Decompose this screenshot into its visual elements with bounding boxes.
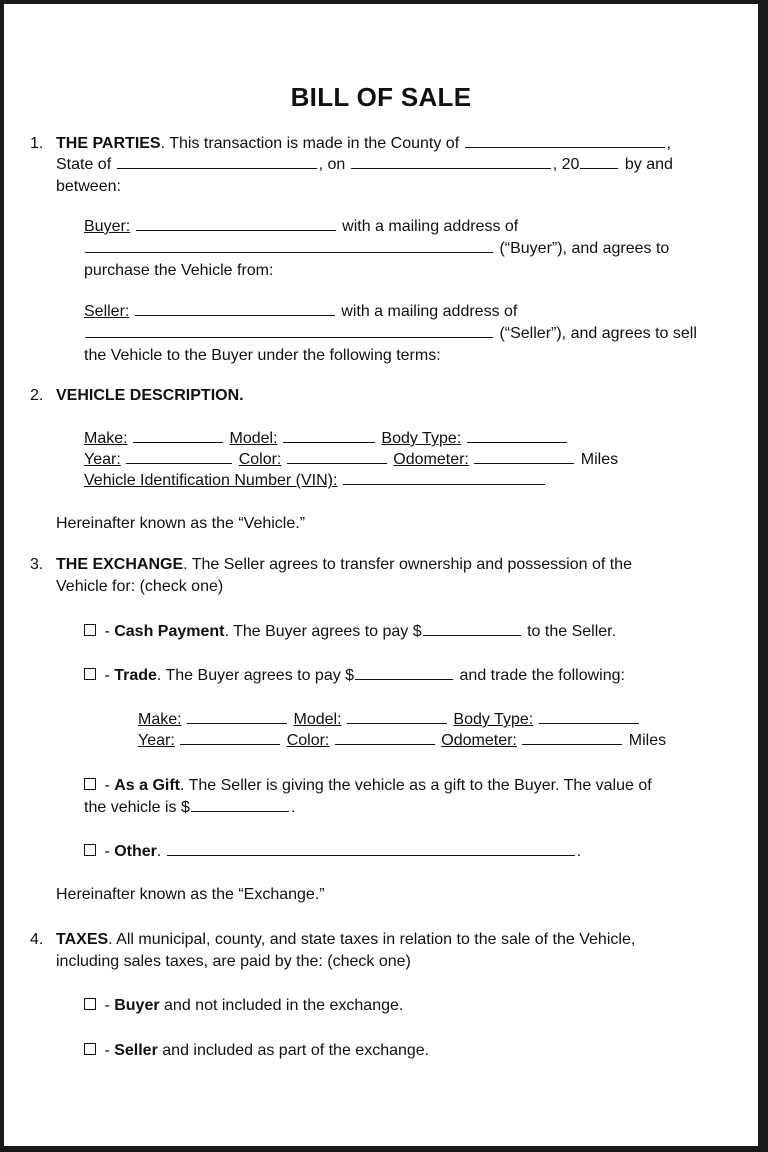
parties-text: . This transaction is made in the County of <box>160 135 460 152</box>
taxes-seller-label: Seller <box>114 1042 158 1059</box>
date-field[interactable] <box>351 167 551 169</box>
model-field[interactable] <box>347 722 447 724</box>
county-field[interactable] <box>465 146 665 148</box>
year-label: Year: <box>84 451 121 468</box>
body-type-field[interactable] <box>539 722 639 724</box>
state-label: State of <box>56 156 112 173</box>
year-field[interactable] <box>126 462 232 464</box>
trade-amount-field[interactable] <box>355 678 453 680</box>
year-field[interactable] <box>580 167 618 169</box>
body-type-label: Body Type: <box>453 711 534 728</box>
checkbox[interactable] <box>84 998 96 1010</box>
taxes-text: . All municipal, county, and state taxes in relation to the sale of the Vehicle, <box>108 931 636 948</box>
punct: . <box>239 387 244 404</box>
taxes-seller-text: and included as part of the exchange. <box>162 1042 430 1059</box>
trade-text: . The Buyer agrees to pay $ <box>156 667 355 684</box>
taxes-buyer-option <box>84 996 403 1016</box>
color-field[interactable] <box>335 743 435 745</box>
on-label: , on <box>318 156 346 173</box>
make-field[interactable] <box>133 441 223 443</box>
body-type-label: Body Type: <box>381 430 462 447</box>
miles-text: Miles <box>580 451 619 468</box>
year-field[interactable] <box>180 743 280 745</box>
trade-end-text: and trade the following: <box>459 667 625 684</box>
checkbox[interactable] <box>84 624 96 636</box>
make-label: Make: <box>84 430 128 447</box>
buyer-close-text: (“Buyer”), and agrees to <box>499 240 670 257</box>
buyer-line-2 <box>84 239 669 259</box>
exchange-line-2: Vehicle for: (check one) <box>56 578 224 595</box>
punct: . <box>156 843 162 860</box>
cash-text: . The Buyer agrees to pay $ <box>224 623 422 640</box>
punct: . <box>576 843 582 860</box>
vehicle-vin-row <box>84 471 547 491</box>
taxes-buyer-label: Buyer <box>114 997 160 1014</box>
year-label: Year: <box>138 732 175 749</box>
gift-value-text: the vehicle is $ <box>84 799 190 816</box>
section-number: 1. <box>30 135 44 152</box>
trade-year-row <box>138 731 666 751</box>
parties-line-2 <box>56 155 673 175</box>
gift-line-2 <box>84 798 295 818</box>
section-number: 4. <box>30 931 44 948</box>
seller-address-field[interactable] <box>85 336 493 338</box>
cash-payment-option <box>84 622 616 642</box>
taxes-line-1 <box>56 930 635 950</box>
odometer-label: Odometer: <box>441 732 517 749</box>
model-label: Model: <box>293 711 342 728</box>
punct: , <box>666 135 672 152</box>
buyer-address-field[interactable] <box>85 251 493 253</box>
cash-end-text: to the Seller. <box>527 623 617 640</box>
seller-close-text: (“Seller”), and agrees to sell <box>499 325 697 342</box>
cash-amount-field[interactable] <box>423 634 521 636</box>
color-field[interactable] <box>287 462 387 464</box>
model-label: Model: <box>229 430 278 447</box>
parties-line-3: between: <box>56 178 121 195</box>
document-page <box>4 4 758 1146</box>
odometer-field[interactable] <box>522 743 622 745</box>
vehicle-year-row <box>84 450 618 470</box>
dash: - <box>100 843 115 860</box>
miles-text: Miles <box>628 732 667 749</box>
body-type-field[interactable] <box>467 441 567 443</box>
vin-label: Vehicle Identification Number (VIN): <box>84 472 338 489</box>
buyer-line-1 <box>84 217 518 237</box>
taxes-seller-option <box>84 1041 429 1061</box>
checkbox[interactable] <box>84 844 96 856</box>
other-field[interactable] <box>167 854 575 856</box>
gift-value-field[interactable] <box>191 810 289 812</box>
model-field[interactable] <box>283 441 375 443</box>
section-number: 2. <box>30 387 44 404</box>
other-option <box>84 842 581 862</box>
exchange-line-1 <box>56 555 632 575</box>
section-heading-taxes: TAXES <box>56 931 109 948</box>
buyer-name-field[interactable] <box>136 229 336 231</box>
taxes-buyer-text: and not included in the exchange. <box>164 997 404 1014</box>
gift-text: . The Seller is giving the vehicle as a gift to the Buyer. The value of <box>180 777 652 794</box>
trade-option <box>84 666 625 686</box>
odometer-field[interactable] <box>474 462 574 464</box>
buyer-line-3: purchase the Vehicle from: <box>84 262 274 279</box>
color-label: Color: <box>286 732 330 749</box>
gift-label: As a Gift <box>114 777 181 794</box>
trade-label: Trade <box>114 667 157 684</box>
dash: - <box>100 997 115 1014</box>
seller-line-2 <box>84 324 697 344</box>
mailing-text: with a mailing address of <box>342 218 519 235</box>
dash: - <box>100 667 115 684</box>
vin-field[interactable] <box>343 483 545 485</box>
make-field[interactable] <box>187 722 287 724</box>
seller-label: Seller: <box>84 303 130 320</box>
year-prefix-label: , 20 <box>552 156 580 173</box>
checkbox[interactable] <box>84 1043 96 1055</box>
vehicle-make-row <box>84 429 569 449</box>
by-and-text: by and <box>624 156 673 173</box>
dash: - <box>100 777 115 794</box>
seller-line-3: the Vehicle to the Buyer under the following terms: <box>84 347 441 364</box>
seller-name-field[interactable] <box>135 314 335 316</box>
section-heading-parties: THE PARTIES <box>56 135 161 152</box>
exchange-text: . The Seller agrees to transfer ownership and possession of the <box>183 556 632 573</box>
color-label: Color: <box>238 451 282 468</box>
checkbox[interactable] <box>84 778 96 790</box>
dash: - <box>100 623 115 640</box>
cash-payment-label: Cash Payment <box>114 623 225 640</box>
vehicle-known-line: Hereinafter known as the “Vehicle.” <box>56 515 306 532</box>
seller-line-1 <box>84 302 517 322</box>
mailing-text: with a mailing address of <box>341 303 518 320</box>
parties-line-1 <box>56 134 671 154</box>
trade-make-row <box>138 710 641 730</box>
other-label: Other <box>114 843 157 860</box>
vehicle-heading-line <box>56 386 244 406</box>
dash: - <box>100 1042 115 1059</box>
taxes-line-2: including sales taxes, are paid by the: (check one) <box>56 953 411 970</box>
odometer-label: Odometer: <box>393 451 469 468</box>
document-title: BILL OF SALE <box>290 82 472 112</box>
punct: . <box>290 799 296 816</box>
make-label: Make: <box>138 711 182 728</box>
state-field[interactable] <box>117 167 317 169</box>
section-heading-exchange: THE EXCHANGE <box>56 556 184 573</box>
buyer-label: Buyer: <box>84 218 131 235</box>
section-number: 3. <box>30 556 44 573</box>
checkbox[interactable] <box>84 668 96 680</box>
exchange-known-line: Hereinafter known as the “Exchange.” <box>56 886 325 903</box>
section-heading-vehicle: VEHICLE DESCRIPTION <box>56 387 240 404</box>
gift-option <box>84 776 652 796</box>
